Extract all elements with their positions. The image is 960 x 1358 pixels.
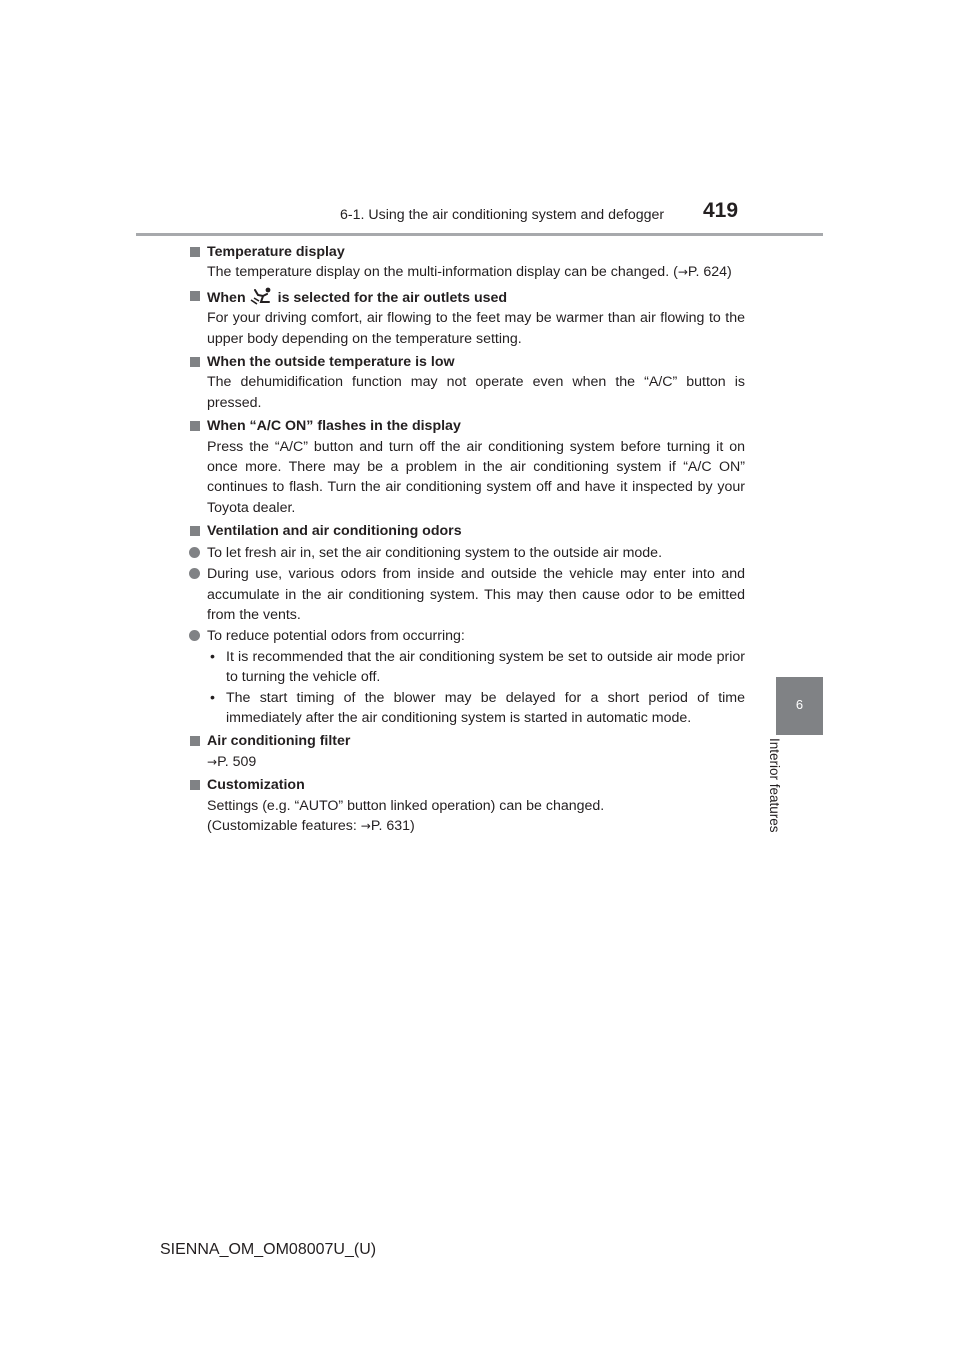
square-bullet-icon <box>190 736 200 746</box>
section-heading: When “A/C ON” flashes in the display <box>207 416 745 436</box>
list-item: To reduce potential odors from occurring: <box>189 626 745 646</box>
section-text <box>207 752 745 772</box>
section-filter <box>207 731 745 772</box>
circle-bullet-icon <box>189 547 200 558</box>
arrow-icon: → <box>677 265 688 280</box>
square-bullet-icon <box>190 247 200 257</box>
section-heading: Temperature display <box>207 242 745 262</box>
chapter-title: Interior features <box>767 738 782 833</box>
section-heading: Air conditioning filter <box>207 731 745 751</box>
circle-bullet-icon <box>189 568 200 579</box>
section-ac-flashes <box>207 416 745 518</box>
page-number: 419 <box>703 199 739 222</box>
section-text: For your driving comfort, air flowing to the feet may be warmer than air flowing to the upper body depending on the temperature setting. <box>207 310 745 347</box>
page-header <box>0 0 960 240</box>
square-bullet-icon <box>190 291 200 301</box>
footer-code: SIENNA_OM_OM08007U_(U) <box>160 1241 377 1258</box>
chapter-number: 6 <box>795 697 804 712</box>
list-item: To let fresh air in, set the air conditioning system to the outside air mode. <box>189 543 745 563</box>
chapter-label <box>767 738 797 858</box>
header-section-title: 6-1. Using the air conditioning system and defogger <box>340 207 665 223</box>
section-text: The dehumidification function may not operate even when the “A/C” button is pressed. <box>207 374 745 411</box>
section-heading: Ventilation and air conditioning odors <box>207 521 745 541</box>
page-reference: P. 631) <box>370 817 415 834</box>
sub-list-item: • It is recommended that the air conditioning system be set to outside air mode prior to turning the vehicle off. <box>210 648 745 686</box>
section-text: The temperature display on the multi-information display can be changed. (→P. 624) <box>207 264 732 281</box>
square-bullet-icon <box>190 357 200 367</box>
section-outside-temp-low <box>207 352 745 413</box>
section-customization <box>207 775 745 836</box>
square-bullet-icon <box>190 421 200 431</box>
page-content <box>207 242 745 839</box>
chapter-tab <box>776 677 823 735</box>
page-reference: P. 624) <box>687 264 732 281</box>
section-when-selected <box>207 286 745 349</box>
section-text: (Customizable features: →P. 631) <box>207 817 415 834</box>
list-item: During use, various odors from inside and outside the vehicle may enter into and accumulate in the air conditioning system. This may then cause odor to be emitted from the vents. <box>189 564 745 625</box>
arrow-icon: → <box>360 818 371 833</box>
sub-list-item: • The start timing of the blower may be delayed for a short period of time immediately after the air conditioning system is started in automatic mode. <box>210 689 745 726</box>
arrow-icon: → <box>207 754 218 769</box>
section-text: Settings (e.g. “AUTO” button linked operation) can be changed. <box>207 797 605 814</box>
small-bullet-icon: • <box>210 648 215 665</box>
section-heading: Customization <box>207 775 745 795</box>
square-bullet-icon <box>190 526 200 536</box>
circle-bullet-icon <box>189 630 200 641</box>
section-heading: When the outside temperature is low <box>207 352 745 372</box>
section-text: Press the “A/C” button and turn off the air conditioning system before turning it on once more. There may be a problem in the air conditioning system if “A/C ON” continues to flash. Turn the air conditioning system off and have it inspected by your Toyota dealer. <box>207 438 745 516</box>
page-reference: P. 509 <box>217 753 257 770</box>
header-rule <box>136 233 823 236</box>
section-temperature-display <box>207 242 745 283</box>
square-bullet-icon <box>190 780 200 790</box>
section-odors <box>207 521 745 728</box>
section-heading: When is selected for the air outlets used <box>207 286 745 308</box>
small-bullet-icon: • <box>210 689 215 706</box>
feet-airflow-icon <box>249 286 275 306</box>
